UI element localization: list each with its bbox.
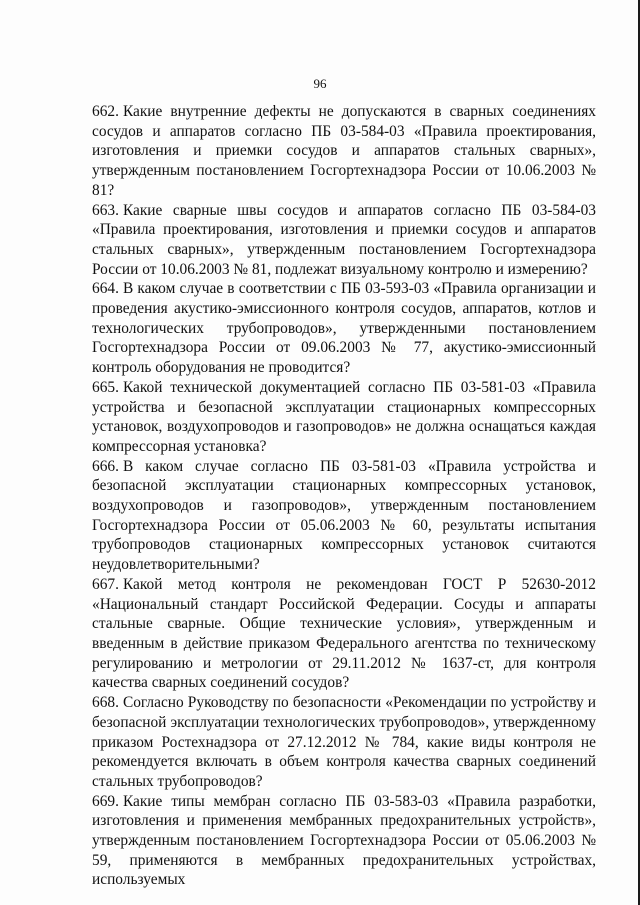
question-664 bbox=[92, 279, 596, 378]
question-668 bbox=[92, 693, 596, 792]
question-text: Какие типы мембран согласно ПБ 03-583-03 «Правила разработки, изготовления и применения мембранных предохранительных устройств», утвержденным постановлением Госгортехнадзора России от 05.06.2003 № 59, применяются в мембранных предохранительных устройствах, используемых bbox=[92, 792, 596, 889]
question-number: 666. bbox=[92, 457, 119, 475]
question-663 bbox=[92, 201, 596, 280]
question-666 bbox=[92, 457, 596, 575]
question-text: В каком случае согласно ПБ 03-581-03 «Правила устройства и безопасной эксплуатации стационарных компрессорных установок, воздухопроводов и газопроводов», утвержденным постановлением Госгортехнадзора России от 05.06.2003 № 60, результаты испытания трубопроводов стационарных компрессорных установок считаются неудовлетворительными? bbox=[92, 457, 596, 574]
question-text: Какой метод контроля не рекомендован ГОСТ Р 52630-2012 «Национальный стандарт Российской Федерации. Сосуды и аппараты стальные сварные. Общие технические условия», утвержденным и введенным в действие приказом Федерального агентства по техническому регулированию и метрологии от 29.11.2012 № 1637-ст, для контроля качества сварных соединений сосудов? bbox=[92, 575, 596, 692]
page-number: 96 bbox=[313, 76, 327, 91]
question-665 bbox=[92, 378, 596, 457]
question-667 bbox=[92, 575, 596, 693]
question-number: 669. bbox=[92, 792, 119, 810]
question-text: Какие внутренние дефекты не допускаются в сварных соединениях сосудов и аппаратов согласно ПБ 03-584-03 «Правила проектирования, изготовления и приемки сосудов и аппаратов стальных сварных», утвержденным постановлением Госгортехнадзора России от 10.06.2003 № 81? bbox=[92, 103, 596, 199]
question-662 bbox=[92, 102, 596, 201]
question-list bbox=[92, 102, 596, 890]
question-text: Какой технической документацией согласно ПБ 03-581-03 «Правила устройства и безопасной эксплуатации стационарных компрессорных установок, воздухопроводов и газопроводов» не должна оснащаться каждая компрессорная установка? bbox=[92, 378, 596, 455]
question-number: 664. bbox=[92, 280, 119, 298]
question-number: 668. bbox=[92, 694, 119, 712]
question-text: В каком случае в соответствии с ПБ 03-593-03 «Правила организации и проведения акустико-эмиссионного контроля сосудов, аппаратов, котлов и технологических трубопроводов», утвержденными постановлением Госгортехнадзора России от 09.06.2003 № 77, акустико-эмиссионный контроль оборудования не проводится? bbox=[92, 280, 596, 377]
question-669 bbox=[92, 792, 596, 891]
question-number: 665. bbox=[92, 378, 119, 396]
question-text: Какие сварные швы сосудов и аппаратов согласно ПБ 03-584-03 «Правила проектирования, изготовления и приемки сосудов и аппаратов стальных сварных», утвержденным постановлением Госгортехнадзора России от 10.06.2003 № 81, подлежат визуальному контролю и измерению? bbox=[92, 201, 596, 278]
question-number: 667. bbox=[92, 575, 119, 593]
question-number: 662. bbox=[92, 103, 119, 120]
question-number: 663. bbox=[92, 201, 119, 219]
question-text: Согласно Руководству по безопасности «Рекомендации по устройству и безопасной эксплуатации технологических трубопроводов», утвержденному приказом Ростехнадзора от 27.12.2012 № 784, какие виды контроля не рекомендуется включать в объем контроля качества сварных соединений стальных трубопроводов? bbox=[92, 694, 596, 790]
